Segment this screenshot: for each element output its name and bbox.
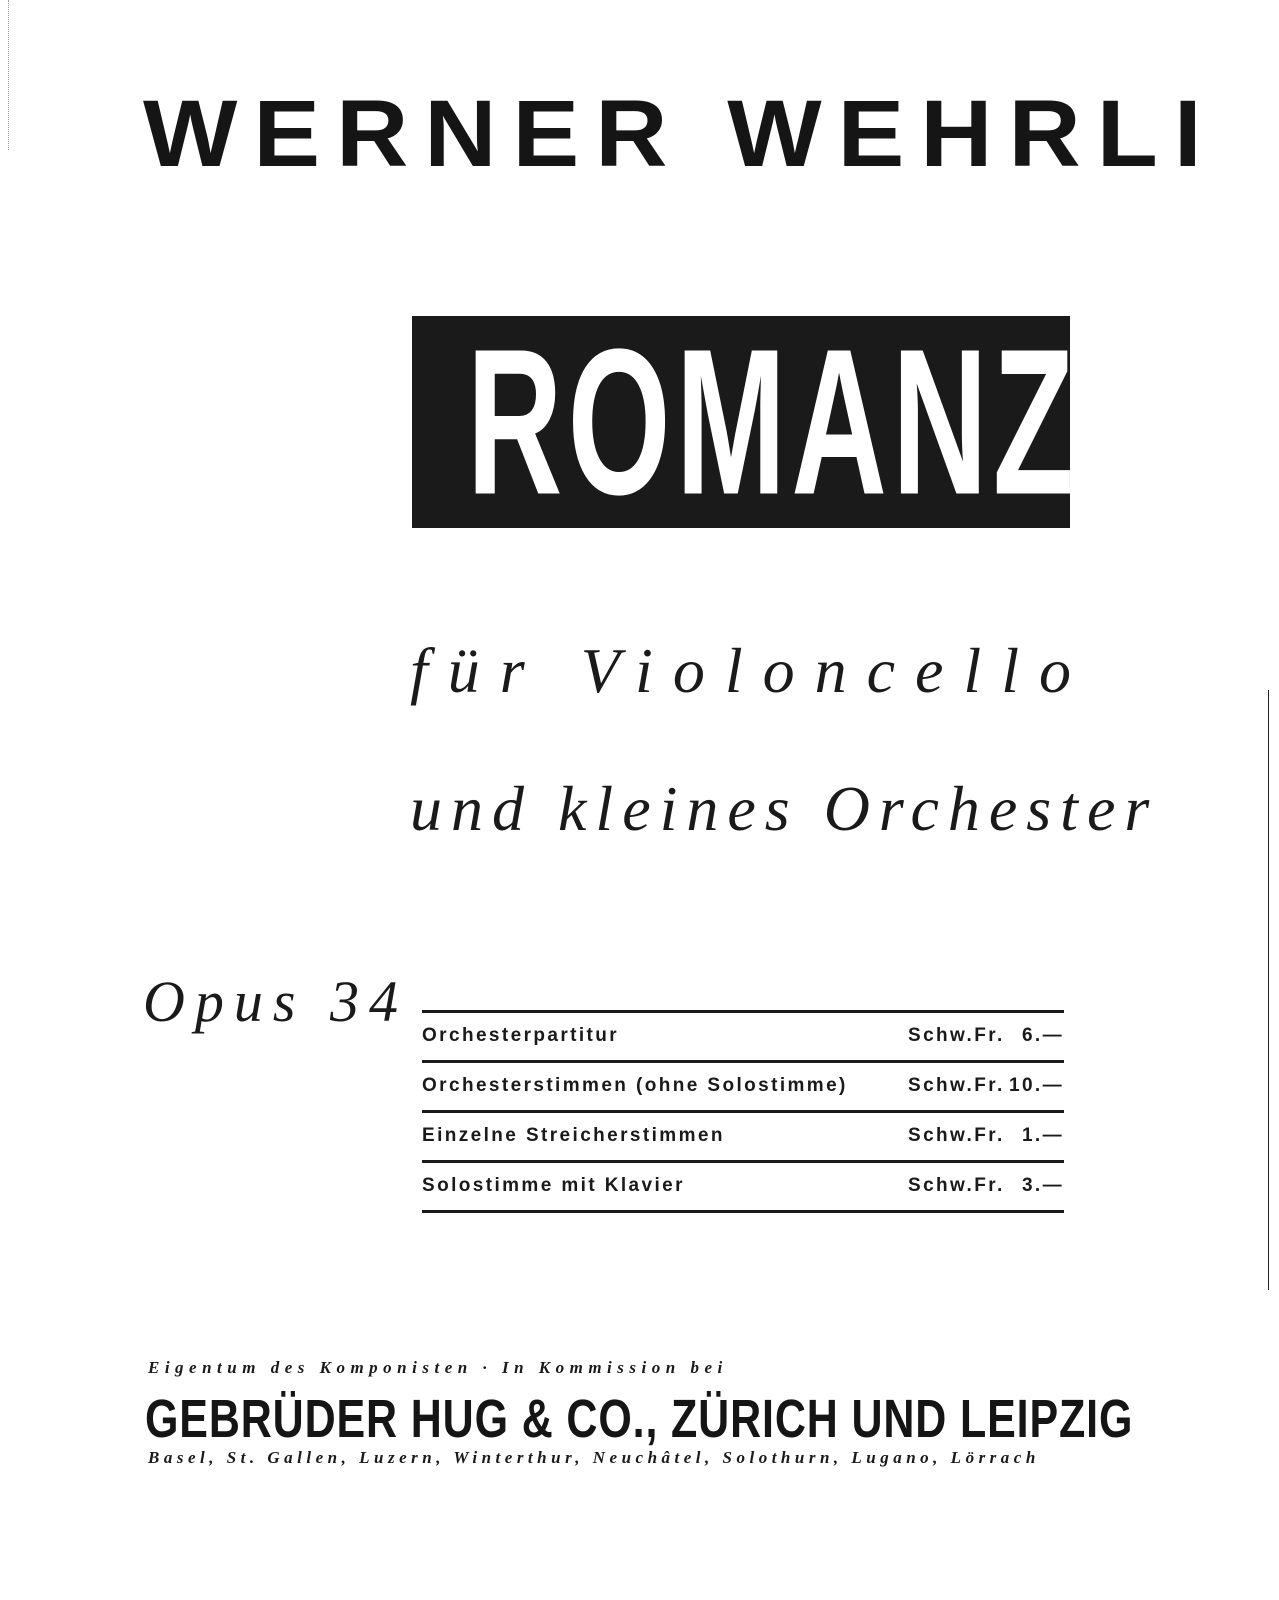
instrumentation-line-2: und kleines Orchester <box>410 773 1159 844</box>
price-item-label: Orchesterpartitur <box>422 1025 620 1046</box>
work-title: ROMANZE <box>466 305 1173 539</box>
instrumentation-line-1: für Violoncello <box>410 635 1091 706</box>
price-currency: Schw.Fr. <box>908 1025 1005 1046</box>
price-row <box>422 1063 1064 1113</box>
price-item-label: Solostimme mit Klavier <box>422 1175 685 1196</box>
price-amount: 1.— <box>1021 1125 1064 1146</box>
price-amount: 10.— <box>1008 1075 1064 1096</box>
price-currency: Schw.Fr. <box>908 1125 1005 1146</box>
price-currency: Schw.Fr. <box>908 1175 1005 1196</box>
price-item-label: Einzelne Streicherstimmen <box>422 1125 725 1146</box>
price-amount: 3.— <box>1021 1175 1064 1196</box>
publisher-cities: Basel, St. Gallen, Luzern, Winterthur, Neuchâtel, Solothurn, Lugano, Lörrach <box>148 1448 1040 1467</box>
price-currency: Schw.Fr. <box>908 1075 1005 1096</box>
price-list <box>422 1010 1064 1213</box>
publisher-name: GEBRÜDER HUG & CO., ZÜRICH UND LEIPZIG <box>145 1388 1134 1449</box>
composer-name: WERNER WEHRLI <box>143 80 1218 187</box>
scan-edge-line <box>1268 690 1269 1290</box>
title-block <box>412 305 1173 539</box>
price-row <box>422 1113 1064 1163</box>
ownership-note: Eigentum des Komponisten · In Kommission bei <box>148 1358 728 1377</box>
price-row <box>422 1163 1064 1213</box>
price-amount: 6.— <box>1021 1025 1064 1046</box>
scan-edge-marks <box>8 0 15 150</box>
price-row <box>422 1013 1064 1063</box>
price-item-label: Orchesterstimmen (ohne Solostimme) <box>422 1075 848 1096</box>
opus-number: Opus 34 <box>143 969 408 1034</box>
